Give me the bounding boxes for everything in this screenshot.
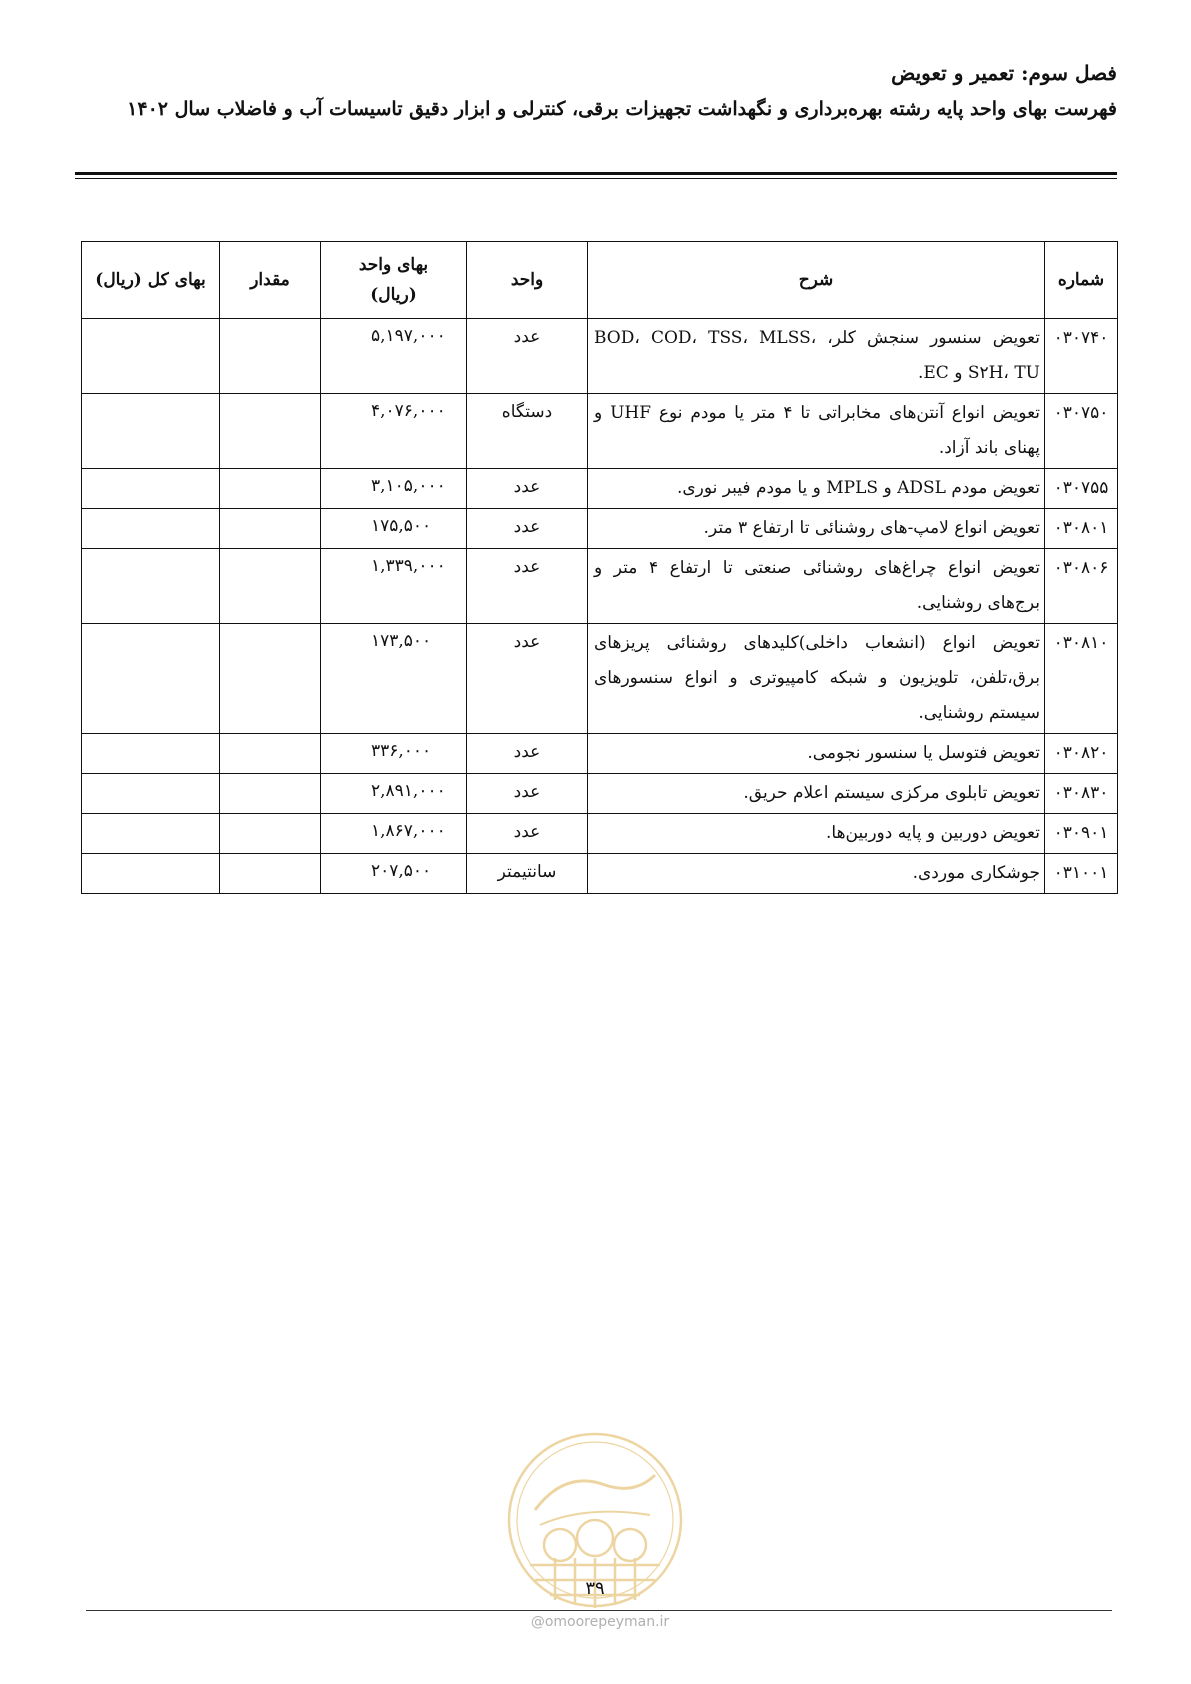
table-row — [82, 319, 1118, 394]
item-quantity — [220, 624, 321, 734]
item-total — [82, 549, 220, 624]
item-code: ۰۳۰۸۱۰ — [1045, 624, 1118, 734]
item-description: تعویض تابلوی مرکزی سیستم اعلام حریق. — [588, 774, 1045, 814]
item-unit-price: ۲,۸۹۱,۰۰۰ — [321, 774, 467, 814]
item-unit-price: ۱,۳۳۹,۰۰۰ — [321, 549, 467, 624]
item-total — [82, 469, 220, 509]
item-description: تعویض دوربین و پایه دوربین‌ها. — [588, 814, 1045, 854]
item-unit: عدد — [467, 814, 588, 854]
page-number: ۳۹ — [585, 1578, 605, 1599]
item-unit-price: ۱۷۵,۵۰۰ — [321, 509, 467, 549]
item-description: تعویض سنسور سنجش کلر، BOD، COD، TSS، MLSS، S۲H، TU و EC. — [588, 319, 1045, 394]
item-description: تعویض انواع لامپ-های روشنائی تا ارتفاع ۳ متر. — [588, 509, 1045, 549]
table-row — [82, 854, 1118, 894]
item-unit: سانتیمتر — [467, 854, 588, 894]
footer-rule — [86, 1610, 1112, 1611]
item-code: ۰۳۰۸۳۰ — [1045, 774, 1118, 814]
header-rule-thin — [75, 178, 1117, 179]
item-unit-price: ۵,۱۹۷,۰۰۰ — [321, 319, 467, 394]
item-description: تعویض انواع چراغ‌های روشنائی صنعتی تا ارتفاع ۴ متر و برج‌های روشنایی. — [588, 549, 1045, 624]
page-header — [75, 58, 1117, 126]
table-row — [82, 774, 1118, 814]
table-row — [82, 814, 1118, 854]
item-code: ۰۳۱۰۰۱ — [1045, 854, 1118, 894]
item-code: ۰۳۰۹۰۱ — [1045, 814, 1118, 854]
item-quantity — [220, 774, 321, 814]
item-unit: عدد — [467, 624, 588, 734]
table-row — [82, 549, 1118, 624]
header-code: شماره — [1045, 242, 1118, 319]
chapter-title: فصل سوم: تعمیر و تعویض — [891, 61, 1117, 85]
item-quantity — [220, 549, 321, 624]
item-unit-price: ۳,۱۰۵,۰۰۰ — [321, 469, 467, 509]
item-quantity — [220, 734, 321, 774]
item-total — [82, 319, 220, 394]
header-description: شرح — [588, 242, 1045, 319]
item-total — [82, 509, 220, 549]
item-quantity — [220, 854, 321, 894]
item-unit: عدد — [467, 734, 588, 774]
item-quantity — [220, 814, 321, 854]
header-quantity: مقدار — [220, 242, 321, 319]
table-row — [82, 624, 1118, 734]
item-unit: دستگاه — [467, 394, 588, 469]
header-rule-thick — [75, 172, 1117, 175]
item-unit: عدد — [467, 469, 588, 509]
item-total — [82, 854, 220, 894]
header-unit-price: بهای واحد (ریال) — [321, 242, 467, 319]
item-total — [82, 814, 220, 854]
item-quantity — [220, 509, 321, 549]
item-unit-price: ۱۷۳,۵۰۰ — [321, 624, 467, 734]
item-unit-price: ۱,۸۶۷,۰۰۰ — [321, 814, 467, 854]
item-description: تعویض فتوسل یا سنسور نجومی. — [588, 734, 1045, 774]
table-row — [82, 469, 1118, 509]
item-quantity — [220, 394, 321, 469]
watermark-site: @omoorepeyman.ir — [530, 1614, 670, 1630]
item-unit: عدد — [467, 549, 588, 624]
item-total — [82, 734, 220, 774]
price-list-table — [81, 241, 1118, 894]
item-unit-price: ۳۳۶,۰۰۰ — [321, 734, 467, 774]
item-quantity — [220, 469, 321, 509]
item-description: تعویض انواع آنتن‌های مخابراتی تا ۴ متر یا مودم نوع UHF و پهنای باند آزاد. — [588, 394, 1045, 469]
item-unit-price: ۴,۰۷۶,۰۰۰ — [321, 394, 467, 469]
table-row — [82, 509, 1118, 549]
table-row — [82, 394, 1118, 469]
header-total: بهای کل (ریال) — [82, 242, 220, 319]
item-total — [82, 624, 220, 734]
item-description: تعویض انواع (انشعاب داخلی)کلیدهای روشنائی پریزهای برق،تلفن، تلویزیون و شبکه کامپیوتری و انواع سنسورهای سیستم روشنایی. — [588, 624, 1045, 734]
table-header-row — [82, 242, 1118, 319]
item-code: ۰۳۰۸۰۶ — [1045, 549, 1118, 624]
item-code: ۰۳۰۸۰۱ — [1045, 509, 1118, 549]
item-code: ۰۳۰۸۲۰ — [1045, 734, 1118, 774]
item-unit-price: ۲۰۷,۵۰۰ — [321, 854, 467, 894]
item-unit: عدد — [467, 509, 588, 549]
item-code: ۰۳۰۷۵۰ — [1045, 394, 1118, 469]
table-row — [82, 734, 1118, 774]
item-description: جوشکاری موردی. — [588, 854, 1045, 894]
item-unit: عدد — [467, 319, 588, 394]
header-unit: واحد — [467, 242, 588, 319]
item-code: ۰۳۰۷۵۵ — [1045, 469, 1118, 509]
item-unit: عدد — [467, 774, 588, 814]
item-description: تعویض مودم ADSL و MPLS و یا مودم فیبر نوری. — [588, 469, 1045, 509]
document-title: فهرست بهای واحد پایه رشته بهره‌برداری و نگهداشت تجهیزات برقی، کنترلی و ابزار دقیق تاسیسات آب و فاضلاب سال ۱۴۰۲ — [127, 98, 1117, 120]
item-code: ۰۳۰۷۴۰ — [1045, 319, 1118, 394]
item-total — [82, 774, 220, 814]
item-quantity — [220, 319, 321, 394]
item-total — [82, 394, 220, 469]
